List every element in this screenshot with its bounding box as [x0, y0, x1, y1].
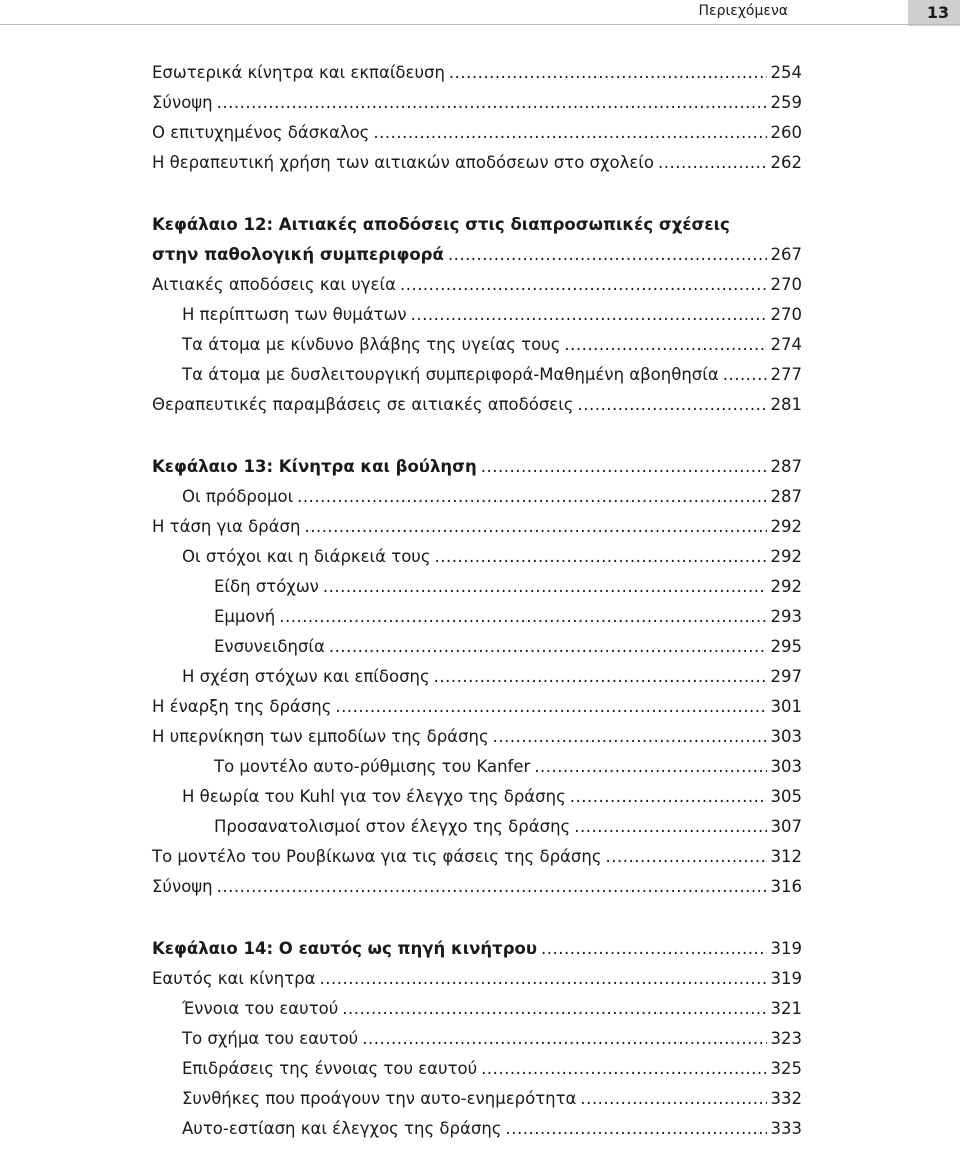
toc-leader-dots [658, 148, 767, 178]
toc-leader-dots [570, 782, 767, 812]
toc-leader-dots [723, 360, 767, 390]
toc-entry [152, 1054, 802, 1084]
toc-entry [152, 602, 802, 632]
toc-entry-page: 303 [770, 727, 802, 746]
toc-entry [152, 964, 802, 994]
toc-leader-dots [217, 88, 767, 118]
toc-entry-title: Οι στόχοι και η διάρκειά τους [182, 547, 431, 566]
header-section-label: Περιεχόμενα [698, 3, 788, 19]
toc-entry-page: 321 [770, 999, 802, 1018]
toc-leader-dots [304, 512, 766, 542]
toc-entry-title: Ο επιτυχημένος δάσκαλος [152, 123, 370, 142]
toc-entry [152, 360, 802, 390]
toc-leader-dots [574, 812, 766, 842]
toc-leader-dots [362, 1024, 766, 1054]
toc-entry-page: 319 [770, 969, 802, 988]
toc-leader-dots [481, 452, 767, 482]
toc-entry [152, 722, 802, 752]
toc-leader-dots [279, 602, 766, 632]
toc-entry-title: Σύνοψη [152, 877, 213, 896]
toc-entry-title: Η τάση για δράση [152, 517, 301, 536]
table-of-contents [152, 58, 802, 1144]
toc-entry-page: 270 [770, 275, 802, 294]
toc-entry-title: Η υπερνίκηση των εμποδίων της δράσης [152, 727, 489, 746]
toc-entry-page: 260 [770, 123, 802, 142]
toc-entry-page: 307 [770, 817, 802, 836]
toc-entry-page: 274 [770, 335, 802, 354]
toc-entry-title: Η περίπτωση των θυμάτων [182, 305, 407, 324]
toc-entry-title: Έννοια του εαυτού [182, 999, 339, 1018]
toc-entry [152, 88, 802, 118]
toc-entry [152, 452, 802, 482]
toc-entry-title: Τα άτομα με κίνδυνο βλάβης της υγείας τους [182, 335, 561, 354]
toc-entry-page: 323 [770, 1029, 802, 1048]
toc-entry-title: Αυτο-εστίαση και έλεγχος της δράσης [182, 1119, 502, 1138]
toc-entry [152, 58, 802, 88]
toc-leader-dots [448, 240, 767, 270]
toc-entry [152, 240, 802, 270]
toc-entry [152, 812, 802, 842]
toc-entry-title: Η έναρξη της δράσης [152, 697, 332, 716]
toc-entry-page: 293 [770, 607, 802, 626]
toc-entry-title: Προσανατολισμοί στον έλεγχο της δράσης [214, 817, 571, 836]
toc-entry-page: 287 [770, 487, 802, 506]
toc-leader-dots [580, 1084, 766, 1114]
toc-entry-title: Η θεραπευτική χρήση των αιτιακών αποδόσεων στο σχολείο [152, 153, 654, 172]
toc-entry-title: Οι πρόδρομοι [182, 487, 294, 506]
toc-entry [152, 752, 802, 782]
toc-leader-dots [217, 872, 767, 902]
toc-entry-page: 287 [770, 457, 802, 476]
toc-entry-page: 332 [770, 1089, 802, 1108]
toc-entry [152, 512, 802, 542]
toc-entry-title: στην παθολογική συμπεριφορά [152, 245, 444, 264]
toc-leader-dots [342, 994, 766, 1024]
toc-leader-dots [493, 722, 767, 752]
toc-entry-title: Εμμονή [214, 607, 276, 626]
toc-entry [152, 632, 802, 662]
header-page-number: 13 [908, 0, 960, 26]
toc-leader-dots [329, 632, 767, 662]
toc-entry [152, 300, 802, 330]
toc-entry-title: Το σχήμα του εαυτού [182, 1029, 359, 1048]
toc-entry-title: Συνθήκες που προάγουν την αυτο-ενημερότητα [182, 1089, 577, 1108]
toc-entry-title: Είδη στόχων [214, 577, 319, 596]
toc-entry [152, 1084, 802, 1114]
toc-entry-page: 319 [770, 939, 802, 958]
toc-entry-page: 325 [770, 1059, 802, 1078]
toc-entry-page: 305 [770, 787, 802, 806]
toc-entry-title: Κεφάλαιο 12: Αιτιακές αποδόσεις στις διαπροσωπικές σχέσεις [152, 215, 730, 234]
toc-entry-page: 301 [770, 697, 802, 716]
toc-entry [152, 542, 802, 572]
toc-entry-page: 316 [770, 877, 802, 896]
toc-entry [152, 692, 802, 722]
toc-leader-dots [320, 964, 767, 994]
toc-entry [152, 1114, 802, 1144]
toc-entry [152, 482, 802, 512]
toc-entry-page: 267 [770, 245, 802, 264]
toc-entry [152, 148, 802, 178]
toc-entry-title: Ενσυνειδησία [214, 637, 325, 656]
toc-entry [152, 662, 802, 692]
toc-entry [152, 390, 802, 420]
toc-entry-page: 297 [770, 667, 802, 686]
toc-entry-page: 270 [770, 305, 802, 324]
toc-entry-title: Εαυτός και κίνητρα [152, 969, 316, 988]
toc-entry [152, 270, 802, 300]
toc-entry-page: 281 [770, 395, 802, 414]
toc-entry-page: 254 [770, 63, 802, 82]
toc-leader-dots [434, 662, 767, 692]
toc-entry-page: 303 [770, 757, 802, 776]
toc-entry-page: 295 [770, 637, 802, 656]
toc-entry-page: 312 [770, 847, 802, 866]
toc-entry [152, 842, 802, 872]
toc-leader-dots [481, 1054, 766, 1084]
toc-entry-title: Τα άτομα με δυσλειτουργική συμπεριφορά-Μαθημένη αβοηθησία [182, 365, 719, 384]
toc-entry-page: 292 [770, 517, 802, 536]
toc-leader-dots [411, 300, 767, 330]
toc-entry-title: Το μοντέλο του Ρουβίκωνα για τις φάσεις της δράσης [152, 847, 602, 866]
toc-entry [152, 994, 802, 1024]
header-divider [0, 24, 960, 25]
toc-leader-dots [323, 572, 767, 602]
toc-leader-dots [606, 842, 767, 872]
toc-entry-page: 333 [770, 1119, 802, 1138]
toc-leader-dots [400, 270, 767, 300]
toc-entry [152, 934, 802, 964]
toc-leader-dots [449, 58, 767, 88]
toc-entry-title: Η σχέση στόχων και επίδοσης [182, 667, 430, 686]
toc-entry-title: Εσωτερικά κίνητρα και εκπαίδευση [152, 63, 445, 82]
toc-entry [152, 572, 802, 602]
toc-entry-title: Κεφάλαιο 14: Ο εαυτός ως πηγή κινήτρου [152, 939, 537, 958]
toc-leader-dots [541, 934, 767, 964]
toc-entry [152, 1024, 802, 1054]
toc-entry [152, 210, 802, 240]
toc-entry [152, 118, 802, 148]
toc-leader-dots [505, 1114, 766, 1144]
toc-leader-dots [564, 330, 766, 360]
toc-entry-title: Η θεωρία του Kuhl για τον έλεγχο της δράσης [182, 787, 566, 806]
toc-leader-dots [577, 390, 766, 420]
toc-entry-title: Σύνοψη [152, 93, 213, 112]
toc-entry-page: 259 [770, 93, 802, 112]
toc-entry-page: 262 [770, 153, 802, 172]
toc-entry [152, 872, 802, 902]
toc-entry-page: 292 [770, 577, 802, 596]
toc-entry-page: 277 [770, 365, 802, 384]
toc-entry [152, 330, 802, 360]
toc-leader-dots [373, 118, 766, 148]
toc-leader-dots [534, 752, 766, 782]
toc-leader-dots [435, 542, 767, 572]
toc-leader-dots [297, 482, 766, 512]
toc-entry-title: Επιδράσεις της έννοιας του εαυτού [182, 1059, 478, 1078]
toc-entry-title: Το μοντέλο αυτο-ρύθμισης του Kanfer [214, 757, 531, 776]
toc-entry-title: Κεφάλαιο 13: Κίνητρα και βούληση [152, 457, 477, 476]
toc-entry-title: Θεραπευτικές παραμβάσεις σε αιτιακές αποδόσεις [152, 395, 574, 414]
page-header [0, 0, 960, 26]
toc-entry [152, 782, 802, 812]
toc-leader-dots [335, 692, 766, 722]
toc-entry-page: 292 [770, 547, 802, 566]
toc-entry-title: Αιτιακές αποδόσεις και υγεία [152, 275, 396, 294]
